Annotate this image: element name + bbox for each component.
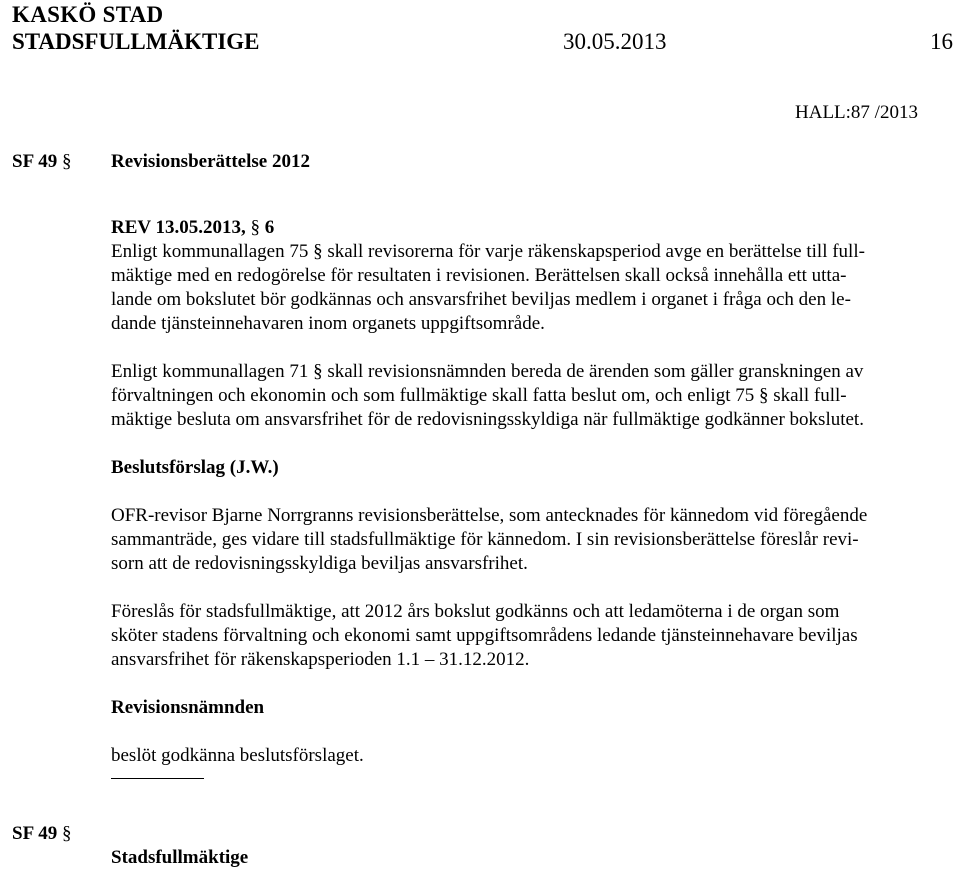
case-number: SF 49 — [12, 823, 58, 844]
section-symbol: § — [250, 217, 261, 238]
text-segment: Enligt kommunallagen 71 — [111, 361, 309, 382]
paragraph-proposal — [111, 600, 951, 672]
text-line: sköter stadens förvaltning och ekonomi samt uppgiftsområdens ledande tjänsteinnehavare beviljas — [111, 625, 858, 646]
page-number: 16 — [930, 29, 953, 54]
case-number: SF 49 — [12, 151, 58, 172]
footer-case-id — [12, 822, 71, 846]
section-symbol: § — [313, 361, 323, 382]
paragraph-law-75 — [111, 240, 951, 336]
paragraph-law-71 — [111, 360, 951, 432]
committee-decision: beslöt godkänna beslutsförslaget. — [111, 745, 364, 766]
proposal-heading: Beslutsförslag (J.W.) — [111, 457, 279, 478]
text-segment: skall revisionsnämnden bereda de ärenden som gäller granskningen av — [327, 361, 864, 382]
text-line: mäktige med en redogörelse för resultaten i revisionen. Berättelsen skall också innehålla ett utta- — [111, 265, 847, 286]
footer-body-heading: Stadsfullmäktige — [111, 847, 249, 868]
section-symbol: § — [61, 823, 72, 844]
hall-reference: HALL:87 /2013 — [795, 102, 918, 123]
meeting-date: 30.05.2013 — [563, 29, 667, 54]
rev-reference — [111, 216, 951, 240]
text-segment: förvaltningen och ekonomin och som fullmäktige skall fatta beslut om, och enligt 75 — [111, 385, 755, 406]
rev-reference-prefix: REV 13.05.2013, — [111, 217, 246, 238]
case-id — [12, 150, 71, 174]
text-line: sorn att de redovisningsskyldiga beviljas ansvarsfrihet. — [111, 553, 528, 574]
case-title: Revisionsberättelse 2012 — [111, 151, 310, 172]
text-line: lande om bokslutet bör godkännas och ansvarsfrihet beviljas medlem i organet i fråga och den le- — [111, 289, 851, 310]
text-segment: Enligt kommunallagen 75 — [111, 241, 309, 262]
text-line: dande tjänsteinnehavaren inom organets uppgiftsområde. — [111, 313, 545, 334]
text-segment: skall revisorerna för varje räkenskapsperiod avge en berättelse till full- — [327, 241, 865, 262]
paragraph-audit-report — [111, 504, 951, 576]
text-line: OFR-revisor Bjarne Norrgranns revisionsberättelse, som antecknades för kännedom vid föregående — [111, 505, 868, 526]
text-line: Föreslås för stadsfullmäktige, att 2012 års bokslut godkänns och att ledamöterna i de organ som — [111, 601, 840, 622]
committee-heading: Revisionsnämnden — [111, 697, 265, 718]
text-segment: skall full- — [773, 385, 847, 406]
text-line: ansvarsfrihet för räkenskapsperioden 1.1 – 31.12.2012. — [111, 649, 530, 670]
council-name: STADSFULLMÄKTIGE — [12, 29, 260, 54]
separator-rule — [111, 778, 204, 779]
section-symbol: § — [313, 241, 323, 262]
section-symbol: § — [61, 151, 72, 172]
text-line: mäktige besluta om ansvarsfrihet för de redovisningsskyldiga när fullmäktige godkänner bokslutet. — [111, 409, 864, 430]
organization-name: KASKÖ STAD — [12, 2, 164, 27]
header-line — [12, 29, 953, 55]
rev-reference-number: 6 — [264, 217, 275, 238]
document-body — [111, 216, 951, 779]
section-symbol: § — [758, 385, 769, 406]
text-line: sammanträde, ges vidare till stadsfullmäktige för kännedom. I sin revisionsberättelse föreslår revi- — [111, 529, 859, 550]
